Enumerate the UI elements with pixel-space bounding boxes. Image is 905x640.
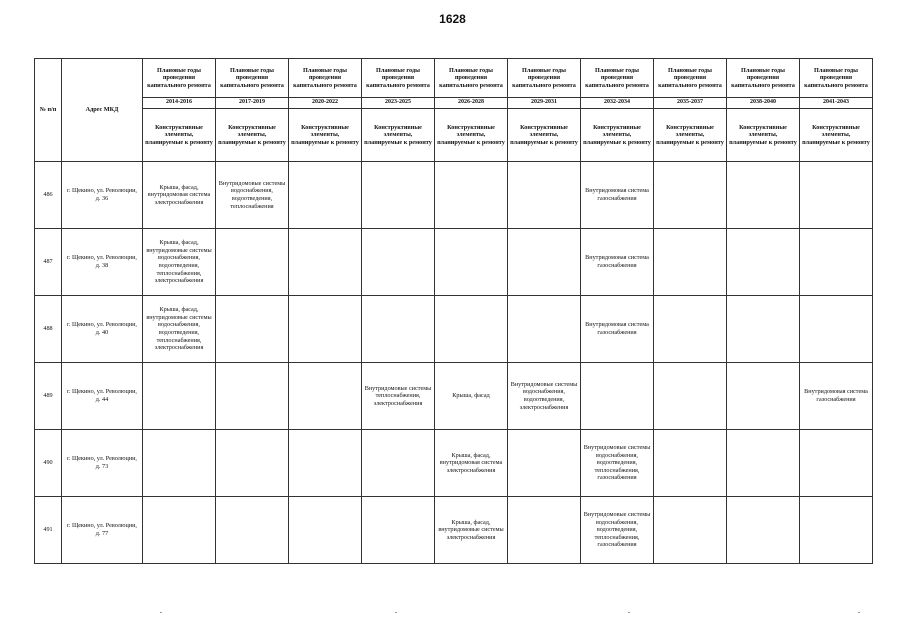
period-title: Плановые годы проведения капитального ремонта bbox=[362, 59, 435, 98]
repair-cell bbox=[362, 296, 435, 363]
repair-cell bbox=[508, 296, 581, 363]
repair-cell bbox=[800, 430, 873, 497]
scan-speck bbox=[628, 612, 630, 613]
repair-schedule-table bbox=[34, 58, 873, 564]
period-years: 2026-2028 bbox=[435, 98, 508, 109]
repair-cell bbox=[362, 229, 435, 296]
period-subheader: Конструктивные элементы, планируемые к ремонту bbox=[654, 109, 727, 162]
period-years: 2041-2043 bbox=[800, 98, 873, 109]
repair-cell bbox=[800, 296, 873, 363]
repair-cell bbox=[508, 162, 581, 229]
repair-cell bbox=[435, 162, 508, 229]
period-title: Плановые годы проведения капитального ремонта bbox=[581, 59, 654, 98]
period-title: Плановые годы проведения капитального ремонта bbox=[216, 59, 289, 98]
period-years: 2014-2016 bbox=[143, 98, 216, 109]
repair-cell bbox=[362, 430, 435, 497]
repair-cell bbox=[508, 497, 581, 564]
repair-cell bbox=[654, 229, 727, 296]
repair-cell bbox=[727, 162, 800, 229]
table-row bbox=[35, 296, 873, 363]
period-subheader: Конструктивные элементы, планируемые к ремонту bbox=[289, 109, 362, 162]
repair-cell bbox=[727, 229, 800, 296]
period-years: 2038-2040 bbox=[727, 98, 800, 109]
repair-cell: Внутридомовая система газоснабжения bbox=[800, 363, 873, 430]
table-row bbox=[35, 162, 873, 229]
repair-cell bbox=[216, 296, 289, 363]
period-subheader: Конструктивные элементы, планируемые к ремонту bbox=[727, 109, 800, 162]
period-subheader: Конструктивные элементы, планируемые к ремонту bbox=[581, 109, 654, 162]
table-row bbox=[35, 229, 873, 296]
table-row bbox=[35, 497, 873, 564]
repair-cell bbox=[435, 229, 508, 296]
repair-cell bbox=[362, 497, 435, 564]
repair-cell: Крыша, фасад, внутридомовые системы водоснабжения, водоотведения, теплоснабжения, электроснабжения bbox=[143, 296, 216, 363]
period-title: Плановые годы проведения капитального ремонта bbox=[435, 59, 508, 98]
scan-speck bbox=[160, 612, 162, 613]
header-address: Адрес МКД bbox=[62, 59, 143, 162]
row-number: 491 bbox=[35, 497, 62, 564]
row-address: г. Щекино, ул. Революции, д. 77 bbox=[62, 497, 143, 564]
repair-cell bbox=[216, 363, 289, 430]
period-years: 2035-2037 bbox=[654, 98, 727, 109]
row-address: г. Щекино, ул. Революции, д. 44 bbox=[62, 363, 143, 430]
period-years: 2032-2034 bbox=[581, 98, 654, 109]
repair-cell bbox=[508, 229, 581, 296]
repair-cell bbox=[289, 497, 362, 564]
period-subheader: Конструктивные элементы, планируемые к ремонту bbox=[508, 109, 581, 162]
row-number: 490 bbox=[35, 430, 62, 497]
period-title: Плановые годы проведения капитального ремонта bbox=[727, 59, 800, 98]
repair-cell bbox=[289, 296, 362, 363]
row-number: 489 bbox=[35, 363, 62, 430]
repair-cell bbox=[435, 296, 508, 363]
table-row bbox=[35, 430, 873, 497]
period-title: Плановые годы проведения капитального ремонта bbox=[654, 59, 727, 98]
repair-cell bbox=[143, 497, 216, 564]
page-number: 1628 bbox=[439, 12, 466, 26]
period-title: Плановые годы проведения капитального ремонта bbox=[508, 59, 581, 98]
table-body bbox=[35, 162, 873, 564]
row-address: г. Щекино, ул. Революции, д. 40 bbox=[62, 296, 143, 363]
period-title: Плановые годы проведения капитального ремонта bbox=[800, 59, 873, 98]
repair-cell bbox=[800, 497, 873, 564]
period-years: 2017-2019 bbox=[216, 98, 289, 109]
header-num: № п/п bbox=[35, 59, 62, 162]
period-years: 2029-2031 bbox=[508, 98, 581, 109]
repair-cell bbox=[800, 162, 873, 229]
repair-cell: Крыша, фасад bbox=[435, 363, 508, 430]
repair-cell bbox=[800, 229, 873, 296]
period-title: Плановые годы проведения капитального ремонта bbox=[143, 59, 216, 98]
repair-cell bbox=[508, 430, 581, 497]
scan-speck bbox=[395, 612, 397, 613]
repair-cell bbox=[727, 497, 800, 564]
header-row-years bbox=[35, 98, 873, 109]
repair-cell: Внутридомовые системы водоснабжения, водоотведения, теплоснабжения bbox=[216, 162, 289, 229]
header-row-titles bbox=[35, 59, 873, 98]
repair-cell bbox=[727, 430, 800, 497]
scan-speck bbox=[858, 612, 860, 613]
repair-cell: Внутридомовые системы водоснабжения, водоотведения, электроснабжения bbox=[508, 363, 581, 430]
repair-cell bbox=[654, 497, 727, 564]
row-number: 487 bbox=[35, 229, 62, 296]
repair-cell bbox=[289, 229, 362, 296]
repair-cell bbox=[289, 430, 362, 497]
repair-cell bbox=[654, 363, 727, 430]
header-row-elements bbox=[35, 109, 873, 162]
repair-cell bbox=[654, 430, 727, 497]
repair-cell bbox=[289, 363, 362, 430]
repair-cell: Крыша, фасад, внутридомовая система электроснабжения bbox=[143, 162, 216, 229]
period-years: 2020-2022 bbox=[289, 98, 362, 109]
repair-cell bbox=[143, 430, 216, 497]
repair-cell: Внутридомовая система газоснабжения bbox=[581, 296, 654, 363]
repair-cell bbox=[362, 162, 435, 229]
period-title: Плановые годы проведения капитального ремонта bbox=[289, 59, 362, 98]
period-years: 2023-2025 bbox=[362, 98, 435, 109]
repair-cell: Внутридомовые системы теплоснабжения, электроснабжения bbox=[362, 363, 435, 430]
repair-cell: Внутридомовая система газоснабжения bbox=[581, 229, 654, 296]
row-address: г. Щекино, ул. Революции, д. 38 bbox=[62, 229, 143, 296]
repair-cell bbox=[216, 229, 289, 296]
repair-cell bbox=[727, 296, 800, 363]
period-subheader: Конструктивные элементы, планируемые к ремонту bbox=[362, 109, 435, 162]
repair-cell bbox=[654, 296, 727, 363]
period-subheader: Конструктивные элементы, планируемые к ремонту bbox=[800, 109, 873, 162]
table-row bbox=[35, 363, 873, 430]
repair-cell bbox=[289, 162, 362, 229]
table-header bbox=[35, 59, 873, 162]
repair-cell: Внутридомовые системы водоснабжения, водоотведения, теплоснабжения, газоснабжения bbox=[581, 497, 654, 564]
repair-cell bbox=[654, 162, 727, 229]
repair-cell bbox=[727, 363, 800, 430]
period-subheader: Конструктивные элементы, планируемые к ремонту bbox=[216, 109, 289, 162]
period-subheader: Конструктивные элементы, планируемые к ремонту bbox=[143, 109, 216, 162]
repair-cell bbox=[216, 497, 289, 564]
repair-cell bbox=[216, 430, 289, 497]
repair-cell bbox=[581, 363, 654, 430]
repair-cell: Крыша, фасад, внутридомовые системы электроснабжения bbox=[435, 497, 508, 564]
repair-cell: Внутридомовые системы водоснабжения, водоотведения, теплоснабжения, газоснабжения bbox=[581, 430, 654, 497]
row-address: г. Щекино, ул. Революции, д. 36 bbox=[62, 162, 143, 229]
repair-cell: Крыша, фасад, внутридомовая система электроснабжения bbox=[435, 430, 508, 497]
repair-cell: Внутридомовая система газоснабжения bbox=[581, 162, 654, 229]
repair-cell bbox=[143, 363, 216, 430]
row-number: 488 bbox=[35, 296, 62, 363]
period-subheader: Конструктивные элементы, планируемые к ремонту bbox=[435, 109, 508, 162]
row-address: г. Щекино, ул. Революции, д. 73 bbox=[62, 430, 143, 497]
repair-cell: Крыша, фасад, внутридомовые системы водоснабжения, водоотведения, теплоснабжения, электроснабжения bbox=[143, 229, 216, 296]
row-number: 486 bbox=[35, 162, 62, 229]
